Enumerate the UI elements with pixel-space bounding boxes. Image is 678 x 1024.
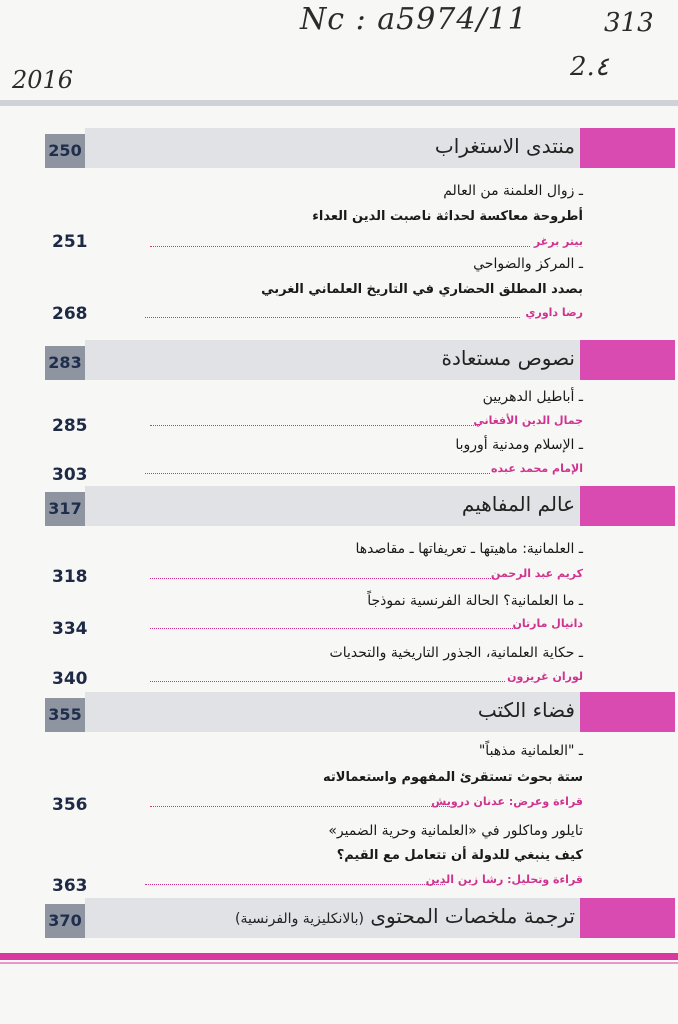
entry-author: دانيال مارتان — [512, 617, 583, 630]
entry-subtitle: كيف ينبغي للدولة أن تتعامل مع القيم؟ — [336, 848, 583, 863]
entry-page-number: 303 — [52, 465, 88, 485]
handwritten-number: 313 — [604, 8, 654, 38]
section-header — [45, 340, 675, 380]
entry-page-number: 356 — [52, 795, 88, 815]
entry-page-number: 340 — [52, 669, 88, 689]
entry-title: ـ زوال العلمنة من العالم — [443, 183, 583, 199]
entry-subtitle: بصدد المطلق الحضاري في التاريخ العلماني الغربي — [261, 282, 583, 297]
dot-leader — [150, 246, 530, 247]
entry-title: ـ حكاية العلمانية، الجذور التاريخية والتحديات — [329, 645, 583, 661]
entry-title: ـ الإسلام ومدنية أوروبا — [455, 437, 583, 453]
section-title: منتدى الاستغراب — [434, 134, 575, 158]
entry-author: بيتر برغر — [533, 235, 583, 248]
entry-page-number: 251 — [52, 232, 88, 252]
handwritten-catalog-number: Nc : a5974/11 — [300, 2, 528, 37]
entry-author: قراءة وتحليل: رشا زين الدين — [425, 873, 583, 886]
entry-author: جمال الدين الأفغاني — [473, 414, 583, 427]
section-page-number: 370 — [45, 904, 85, 938]
section-title-text: ترجمة ملخصات المحتوى — [370, 904, 575, 928]
entry-author: قراءة وعرض: عدنان درويش — [431, 795, 583, 808]
handwritten-code: 2.٤ — [570, 52, 609, 82]
section-title: عالم المفاهيم — [461, 492, 575, 516]
dot-leader — [145, 473, 490, 474]
bottom-divider — [0, 953, 678, 960]
section-title: نصوص مستعادة — [441, 346, 575, 370]
entry-author: الإمام محمد عبده — [491, 462, 583, 475]
entry-title: ـ "العلمانية مذهباً" — [478, 743, 583, 759]
entry-title: تايلور وماكلور في «العلمانية وحرية الضمير» — [328, 823, 583, 839]
section-page-number: 317 — [45, 492, 85, 526]
section-header — [45, 128, 675, 168]
entry-subtitle: ستة بحوث تستقرئ المفهوم واستعمالاته — [323, 770, 583, 785]
entry-title: ـ المركز والضواحي — [473, 256, 583, 272]
entry-page-number: 318 — [52, 567, 88, 587]
entry-author: لوران غريزون — [507, 670, 583, 683]
section-accent — [580, 486, 675, 526]
entry-author: رضا داوري — [525, 306, 583, 319]
entry-subtitle: أطروحة معاكسة لحداثة ناصبت الدين العداء — [312, 209, 583, 224]
dot-leader — [150, 681, 505, 682]
dot-leader — [150, 628, 515, 629]
section-page-number: 355 — [45, 698, 85, 732]
dot-leader — [145, 884, 445, 885]
section-header — [45, 486, 675, 526]
entry-title: ـ أباطيل الدهريين — [482, 389, 583, 405]
bottom-divider-thin — [0, 962, 678, 964]
dot-leader — [145, 317, 520, 318]
handwritten-year: 2016 — [12, 66, 74, 94]
dot-leader — [150, 578, 495, 579]
entry-title: ـ العلمانية: ماهيتها ـ تعريفاتها ـ مقاصدها — [355, 541, 583, 557]
entry-page-number: 363 — [52, 876, 88, 896]
entry-page-number: 285 — [52, 416, 88, 436]
section-accent — [580, 898, 675, 938]
top-divider — [0, 100, 678, 106]
section-accent — [580, 128, 675, 168]
section-title: فضاء الكتب — [477, 698, 575, 722]
section-header — [45, 898, 675, 938]
section-header — [45, 692, 675, 732]
section-page-number: 250 — [45, 134, 85, 168]
entry-page-number: 334 — [52, 619, 88, 639]
section-accent — [580, 692, 675, 732]
dot-leader — [150, 425, 480, 426]
section-subtitle: (بالانكليزية والفرنسية) — [235, 911, 365, 927]
dot-leader — [150, 806, 450, 807]
section-title — [235, 904, 575, 928]
entry-title: ـ ما العلمانية؟ الحالة الفرنسية نموذجاً — [367, 593, 583, 609]
section-accent — [580, 340, 675, 380]
entry-page-number: 268 — [52, 304, 88, 324]
section-page-number: 283 — [45, 346, 85, 380]
entry-author: كريم عبد الرحمن — [491, 567, 583, 580]
